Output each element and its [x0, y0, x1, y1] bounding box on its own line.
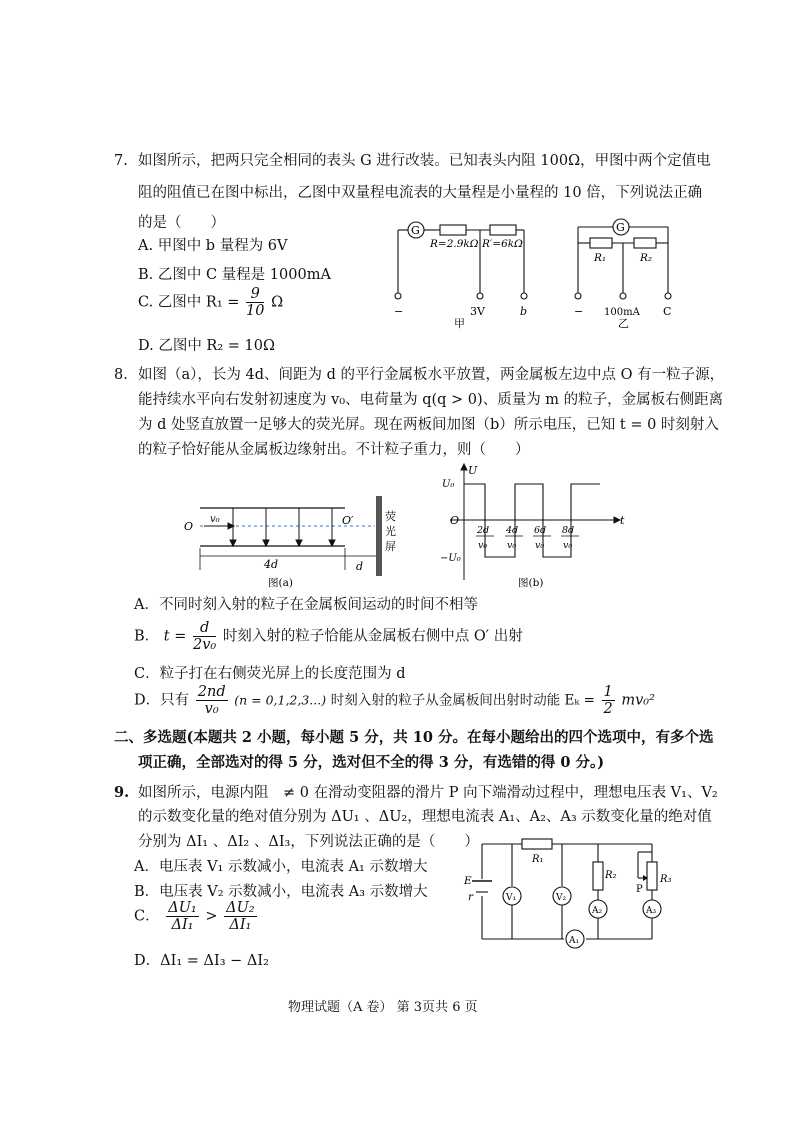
- q9-c-d2: ΔI₁: [229, 917, 252, 933]
- q8-b-num: d: [193, 620, 216, 637]
- resistor-r1-icon: [590, 238, 612, 248]
- q9-c-prefix: C．: [134, 908, 160, 925]
- q7-option-b: B. 乙图中 C 量程是 1000mA: [138, 267, 331, 283]
- q9-c-gt: >: [205, 908, 218, 925]
- fig-a-o-label: O: [184, 520, 194, 533]
- circuit-r2-label: R₂: [605, 870, 617, 881]
- q7-option-d: D. 乙图中 R₂ = 10Ω: [138, 338, 276, 354]
- q7-option-a: A. 甲图中 b 量程为 6V: [138, 238, 288, 254]
- circuit-r1-label: R₁: [532, 854, 544, 865]
- q7-figure-jia: [388, 215, 548, 333]
- circuit-p-label: P: [636, 884, 643, 895]
- fig-a-v0-label: v₀: [210, 514, 220, 525]
- fig-a-4d-label: 4d: [264, 558, 279, 571]
- q7-option-c-fraction: [246, 286, 264, 319]
- q7-stem-line-1: 如图所示，把两只完全相同的表头 G 进行改装。已知表头内阻 100Ω，甲图中两个定值电: [138, 153, 711, 169]
- q7-figure-yi: [570, 215, 680, 333]
- q8-stem-line-2: 能持续水平向右发射初速度为 v₀、电荷量为 q(q > 0)、质量为 m 的粒子，金属板右侧距离: [138, 392, 724, 408]
- jia-r-label: R=2.9kΩ: [430, 238, 479, 250]
- q9-stem-line-3: 分别为 ΔI₁ 、ΔI₂ 、ΔI₃，下列说法正确的是（ ）: [138, 834, 479, 850]
- q8-stem-line-4: 的粒子恰好能从金属板边缘射出。不计粒子重力，则（ ）: [138, 442, 530, 458]
- q8-b-suffix: 时刻入射的粒子恰能从金属板右侧中点 O′ 出射: [222, 628, 523, 645]
- q7-c-den: 10: [246, 303, 265, 319]
- circuit-e-label: E: [464, 875, 472, 887]
- fig-a-oprime-label: O′: [342, 514, 354, 527]
- q8-d-half-den: 2: [603, 701, 613, 717]
- section2-heading-line-2: 项正确，全部选对的得 5 分，选对但不全的得 3 分，有选错的得 0 分。): [138, 754, 605, 771]
- q9-c-n1: ΔU₁: [168, 900, 197, 916]
- circuit-r-label: r: [468, 891, 474, 903]
- resistor-r-icon: [440, 225, 466, 235]
- fig-a-screen-3: 屏: [385, 540, 396, 553]
- q8-d-suffix: 时刻入射的粒子从金属板间出射时动能 Eₖ =: [330, 692, 595, 709]
- q9-option-c: [134, 900, 259, 933]
- fig-a-d-label: d: [356, 560, 364, 573]
- yi-g-label: G: [616, 221, 625, 234]
- resistor-r2-icon: [634, 238, 656, 248]
- fig-b-o-label: O: [450, 514, 460, 527]
- yi-100ma-label: 100mA: [604, 307, 640, 318]
- fig-b-tick-2-den: v₀: [507, 540, 517, 551]
- fluorescent-screen: [376, 496, 382, 576]
- q9-stem-line-1: 如图所示，电源内阻 ≠ 0 在滑动变阻器的滑片 P 向下端滑动过程中，理想电压表 V₁、V₂: [138, 785, 718, 801]
- q8-d-fraction: [196, 684, 228, 717]
- q8-d-den: v₀: [204, 701, 219, 717]
- fig-b-negu0-label: −U₀: [440, 553, 461, 564]
- q8-b-fraction: [193, 620, 216, 653]
- q9-stem-line-2: 的示数变化量的绝对值分别为 ΔU₁ 、ΔU₂，理想电流表 A₁、A₂、A₃ 示数变化量的绝对值: [138, 809, 712, 825]
- q7-stem-line-3: 的是（ ）: [138, 215, 225, 231]
- q8-option-a: A．不同时刻入射的粒子在金属板间运动的时间不相等: [134, 597, 478, 613]
- q8-stem-line-1: 如图（a），长为 4d、间距为 d 的平行金属板水平放置，两金属板左边中点 O 有一粒子源，: [138, 367, 725, 383]
- q8-b-prefix: B．: [134, 628, 160, 645]
- q7-c-num: 9: [246, 286, 264, 303]
- fig-b-tick-4-den: v₀: [563, 540, 573, 551]
- fig-a-caption: 图(a): [268, 577, 293, 589]
- q9-c-frac-1: [166, 900, 199, 933]
- fig-b-tick-3-num: 6d: [534, 525, 547, 536]
- circuit-a3-label: A₃: [646, 906, 657, 916]
- yi-minus-label: −: [574, 305, 584, 318]
- q8-d-end: mv₀²: [621, 692, 655, 709]
- fig-a-screen-1: 荧: [385, 510, 396, 523]
- q7-option-c-unit: Ω: [271, 294, 284, 311]
- circuit-v2-label: V₂: [556, 893, 567, 903]
- circuit-r3-label: R₃: [660, 874, 672, 885]
- field-arrows: [204, 508, 335, 546]
- fig-b-tick-4-num: 8d: [562, 525, 575, 536]
- q8-option-c: C．粒子打在右侧荧光屏上的长度范围为 d: [134, 666, 406, 682]
- fig-b-u0-label: U₀: [442, 479, 455, 490]
- yi-r2-label: R₂: [640, 252, 653, 264]
- fig-a-screen-2: 光: [385, 525, 396, 538]
- yi-r1-label: R₁: [594, 252, 607, 264]
- resistor-r-prime-icon: [490, 225, 516, 235]
- resistor-r2-icon: [593, 862, 603, 890]
- circuit-a1-label: A₁: [569, 936, 580, 946]
- jia-minus-label: −: [394, 305, 404, 318]
- page-footer: 物理试题（A 卷） 第 3页共 6 页: [288, 1000, 478, 1015]
- q8-option-d: [134, 684, 655, 717]
- q9-c-n2: ΔU₂: [226, 900, 255, 916]
- q7-option-c-prefix: C. 乙图中 R₁ =: [138, 294, 240, 311]
- q9-option-b: B．电压表 V₂ 示数减小，电流表 A₃ 示数增大: [134, 884, 428, 900]
- section2-heading-line-1: 二、多选题(本题共 2 小题，每小题 5 分，共 10 分。在每小题给出的四个选项中，有多个选: [114, 729, 714, 746]
- q8-d-half: [602, 684, 615, 717]
- q7-number: 7.: [114, 153, 128, 169]
- yi-c-label: C: [663, 305, 672, 318]
- jia-b-label: b: [520, 305, 528, 318]
- q9-c-d1: ΔI₁: [171, 917, 194, 933]
- q8-number: 8.: [114, 367, 128, 383]
- jia-g-label: G: [411, 224, 420, 237]
- q8-stem-line-3: 为 d 处竖直放置一足够大的荧光屏。现在两板间加图（b）所示电压，已知 t = 0 时刻射入: [138, 417, 719, 433]
- jia-caption: 甲: [454, 317, 465, 330]
- fig-b-u-label: U: [468, 464, 478, 477]
- jia-3v-label: 3V: [470, 305, 485, 318]
- yi-caption: 乙: [618, 317, 629, 330]
- q9-c-frac-2: [224, 900, 257, 933]
- q8-d-half-num: 1: [603, 684, 613, 700]
- q9-circuit-figure: [462, 834, 682, 952]
- fig-b-tick-1-num: 2d: [477, 525, 490, 536]
- q8-d-num: 2nd: [197, 684, 226, 700]
- q7-option-c: [138, 286, 283, 319]
- q9-number: 9.: [114, 784, 130, 801]
- q8-figure-b: [440, 462, 630, 590]
- q9-option-d: D．ΔI₁ = ΔI₃ − ΔI₂: [134, 953, 269, 969]
- jia-rprime-label: R′=6kΩ: [482, 238, 523, 250]
- fig-b-tick-3-den: v₀: [535, 540, 545, 551]
- q8-b-den: 2v₀: [192, 637, 217, 653]
- rheostat-r3-icon: [647, 862, 657, 890]
- q8-d-mid: (n = 0,1,2,3...): [234, 692, 327, 708]
- circuit-a2-label: A₂: [592, 906, 603, 916]
- fig-b-caption: 图(b): [518, 577, 544, 589]
- fig-b-t-label: t: [620, 514, 625, 527]
- q8-figure-a: [180, 490, 420, 590]
- q8-option-b: [134, 620, 523, 653]
- fig-b-tick-2-num: 4d: [506, 525, 519, 536]
- q8-b-t: t =: [163, 628, 187, 645]
- q7-stem-line-2: 阻的阻值已在图中标出，乙图中双量程电流表的大量程是小量程的 10 倍，下列说法正确: [138, 185, 703, 201]
- circuit-v1-label: V₁: [506, 893, 517, 903]
- q9-option-a: A．电压表 V₁ 示数减小，电流表 A₁ 示数增大: [134, 859, 428, 875]
- resistor-r1-icon: [522, 839, 552, 849]
- q8-d-prefix: D．只有: [134, 692, 190, 709]
- fig-b-tick-1-den: v₀: [478, 540, 488, 551]
